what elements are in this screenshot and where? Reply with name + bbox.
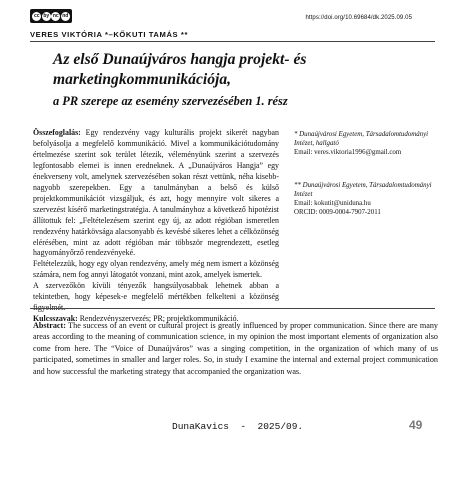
article-title bbox=[53, 50, 383, 90]
page-number: 49 bbox=[409, 418, 423, 432]
abstract-label: Abstract: bbox=[33, 321, 66, 330]
author-1-affiliation: * Dunaújvárosi Egyetem, Társadalomtudományi Intézet, hallgató bbox=[294, 131, 429, 147]
summary-label: Összefoglalás: bbox=[33, 128, 81, 137]
journal-issue: DunaKavics - 2025/09. bbox=[172, 421, 304, 432]
abstract-divider bbox=[30, 308, 435, 309]
author-1-email[interactable]: Email: veres.viktoria1996@gmail.com bbox=[294, 149, 402, 156]
hungarian-summary bbox=[33, 128, 279, 325]
author-1-info bbox=[294, 130, 444, 157]
keywords-text: Rendezvényszervezés; PR; projektkommunikáció. bbox=[77, 314, 239, 324]
header-divider bbox=[30, 41, 435, 42]
english-abstract bbox=[33, 320, 438, 377]
author-2-info bbox=[294, 181, 444, 217]
abstract-text: The success of an event or cultural project is greatly influenced by proper communication. Since there are many areas according to the meaning of communication science, in my opinion the most important elements of organization also come from here. The “Voice of Dunaújváros” was a singing competition, in the organization of which many of us participated, sometimes in smaller and larger roles. So, in study I examine the internal and external project communication and how successful the marketing strategy that accompanied the organization was. bbox=[33, 321, 438, 376]
doi-link[interactable]: https://doi.org/10.69684/dk.2025.09.05 bbox=[305, 15, 412, 21]
page-footer bbox=[0, 419, 461, 435]
title-line-2: marketingkommunikációja, bbox=[53, 71, 232, 88]
title-line-1: Az első Dunaújváros hangja projekt- és bbox=[53, 51, 307, 68]
summary-paragraph-2: Feltételezzük, hogy egy olyan rendezvény, amely még nem ismert a közönség számára, nem fog annyi látogatót vonzani, mint azok, amelyek ismertek. bbox=[33, 259, 279, 280]
creative-commons-license-icon: cc by nc nd bbox=[30, 9, 72, 23]
author-2-email[interactable]: Email: kokutit@uniduna.hu bbox=[294, 200, 371, 207]
article-subtitle: a PR szerepe az esemény szervezésében 1. rész bbox=[53, 94, 288, 108]
keywords-label: Kulcsszavak: bbox=[33, 314, 78, 324]
summary-paragraph bbox=[33, 128, 279, 259]
author-2-orcid[interactable]: ORCID: 0009-0004-7907-2011 bbox=[294, 209, 381, 216]
author-2-affiliation: ** Dunaújvárosi Egyetem, Társadalomtudományi Intézet bbox=[294, 182, 432, 198]
summary-text: Egy rendezvény vagy kulturális projekt sikerét nagyban befolyásolja a megfelelő kommunikáció. Mivel a kommunikációtudomány értelmezése szerint sok terület létezik, véleményünk szerint a szervezés legfontosabb elemei is innen eredneknek. A „Dunaújváros Hangja” egy énekverseny volt, amelynek szervezésében sokan részt vettünk, néha kisebb-nagyobb szerepekben. Egy a tanulmányban a belső és külső projektkommunikációt vizsgáljuk, és azt, hogy mennyire volt sikeres a szervezést kísérő marketingstratégia. A tanulmányhoz a következő hipotézist állítottuk fel: „Feltételezésem szerint egy új, az adott régióban ismeretlen rendezvény határkövsága alacsonyabb és kevésbé sikeres lehet a célközönség elérésében, mint az adott régióban már többször megrendezett, esetleg hagyományőrző rendezvényeké. bbox=[33, 128, 279, 258]
summary-paragraph-3: A szervezőkön kívüli tényezők hangsúlyosabbak lehetnek abban a tekintetben, hogy képesek-e megfelelő mértékben felkelteni a közönség figyelmét. bbox=[33, 281, 279, 313]
author-names: VERES VIKTÓRIA *–KŐKUTI TAMÁS ** bbox=[30, 30, 189, 39]
